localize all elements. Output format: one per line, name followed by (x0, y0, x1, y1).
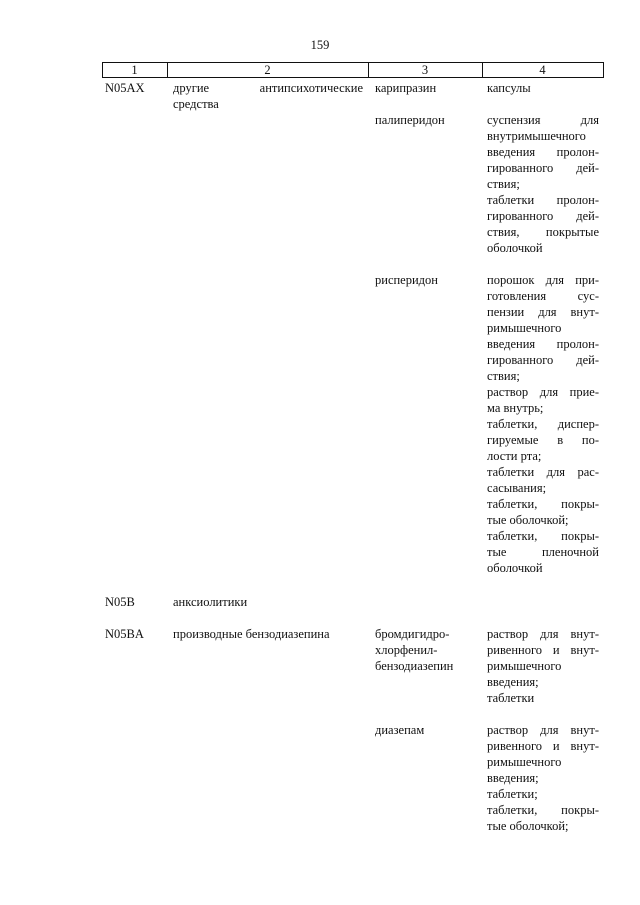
form-line: таблетки, покры- (487, 529, 599, 543)
drug-name: карипразин (375, 81, 437, 95)
form-line: ствия; (487, 369, 520, 383)
atc-code: N05B (105, 595, 135, 609)
form-line: таблетки пролон- (487, 193, 599, 207)
column-header-3: 3 (421, 63, 429, 77)
form-line: таблетки (487, 691, 535, 705)
group-name (173, 80, 363, 112)
dosage-forms (487, 722, 599, 834)
column-header-1: 1 (131, 63, 138, 77)
form-line: оболочкой (487, 561, 543, 575)
form-line: тые оболочкой; (487, 819, 569, 833)
form-line: тые оболочкой; (487, 513, 569, 527)
drug-name: диазепам (375, 723, 425, 737)
group-name: анксиолитики (173, 595, 248, 609)
form-line: ривенного и внут- (487, 643, 599, 657)
form-line: таблетки; (487, 787, 538, 801)
form-line: тые пленочной (487, 545, 599, 559)
atc-code: N05BA (105, 627, 144, 641)
form-line: введения; (487, 675, 539, 689)
column-divider (603, 63, 604, 77)
form-line: римышечного (487, 755, 562, 769)
form-line: порошок для при- (487, 273, 599, 287)
form-line: внутримышечного (487, 129, 586, 143)
form-line: гированного дей- (487, 353, 599, 367)
drug-name (375, 626, 475, 674)
form-line: готовления сус- (487, 289, 599, 303)
drug-name-line: бромдигидро- (375, 627, 450, 641)
form-line: гированного дей- (487, 161, 599, 175)
page-number: 159 (310, 38, 330, 52)
dosage-forms (487, 626, 599, 706)
form-line: гируемые в по- (487, 433, 599, 447)
group-name-line: средства (173, 97, 219, 111)
table-header (102, 62, 604, 78)
atc-code: N05AX (105, 81, 145, 95)
form-line: таблетки для рас- (487, 465, 599, 479)
form-line: ствия, покрытые (487, 225, 599, 239)
form-line: раствор для внут- (487, 627, 599, 641)
form-line: капсулы (487, 81, 531, 95)
form-line: ривенного и внут- (487, 739, 599, 753)
form-line: раствор для внут- (487, 723, 599, 737)
group-name: производные бензодиазепина (173, 627, 330, 641)
drug-name: рисперидон (375, 273, 438, 287)
form-line: введения пролон- (487, 337, 599, 351)
form-line: суспензия для (487, 113, 599, 127)
form-line: введения; (487, 771, 539, 785)
form-line: таблетки, покры- (487, 497, 599, 511)
form-line: лости рта; (487, 449, 542, 463)
form-line: таблетки, покры- (487, 803, 599, 817)
form-line: раствор для прие- (487, 385, 599, 399)
form-line: оболочкой (487, 241, 543, 255)
group-name-line: другие антипсихотические (173, 81, 363, 95)
drug-name: палиперидон (375, 113, 445, 127)
form-line: сасывания; (487, 481, 547, 495)
dosage-forms (487, 272, 599, 576)
form-line: гированного дей- (487, 209, 599, 223)
dosage-forms (487, 80, 599, 96)
form-line: введения пролон- (487, 145, 599, 159)
drug-name-line: хлорфенил- (375, 643, 438, 657)
dosage-forms (487, 112, 599, 256)
column-header-4: 4 (539, 63, 546, 77)
form-line: римышечного (487, 659, 562, 673)
form-line: таблетки, диспер- (487, 417, 599, 431)
form-line: пензии для внут- (487, 305, 599, 319)
form-line: ма внутрь; (487, 401, 544, 415)
column-header-2: 2 (264, 63, 271, 77)
drug-name-line: бензодиазепин (375, 659, 454, 673)
form-line: римышечного (487, 321, 562, 335)
form-line: ствия; (487, 177, 520, 191)
